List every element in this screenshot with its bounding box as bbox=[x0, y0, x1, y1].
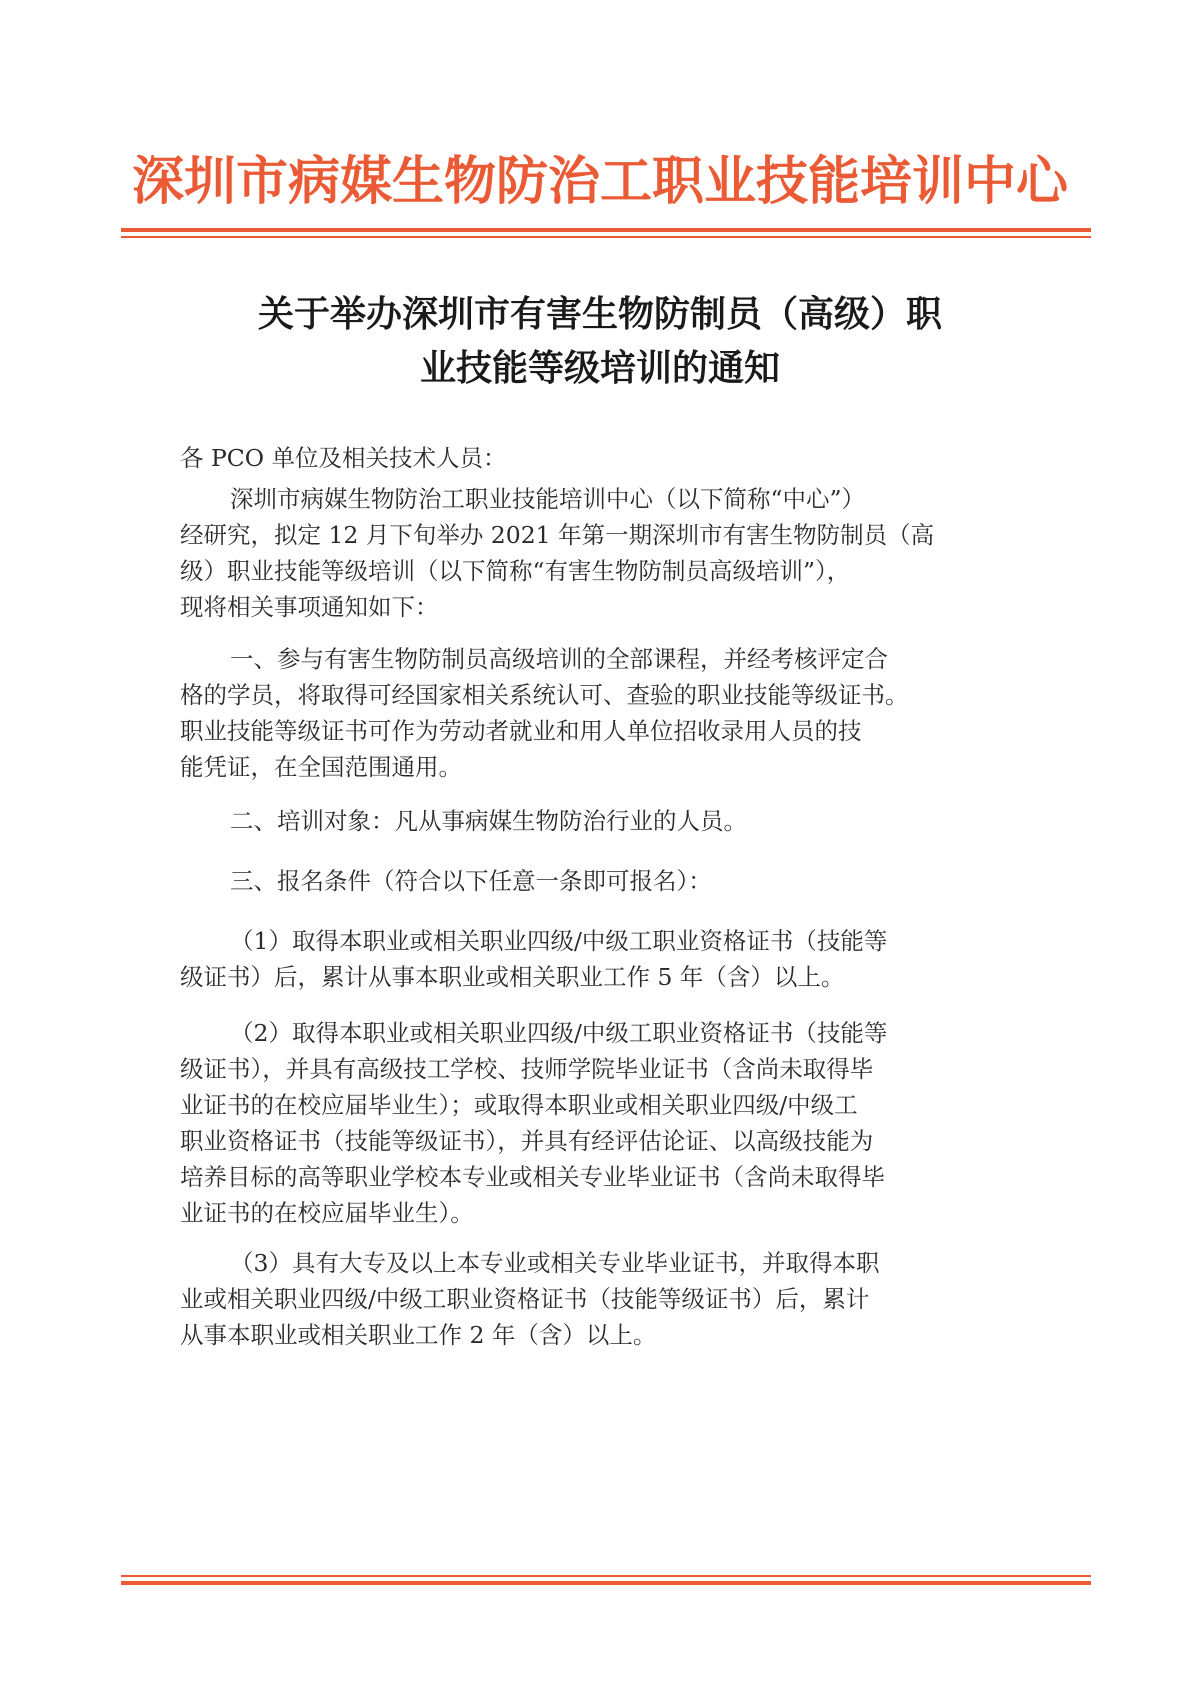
paragraph-line: 业或相关职业四级/中级工职业资格证书（技能等级证书）后，累计 bbox=[180, 1285, 870, 1313]
paragraph-item-1 bbox=[180, 641, 1020, 785]
paragraph-line: 现将相关事项通知如下： bbox=[180, 593, 439, 621]
paragraph-line: 三、报名条件（符合以下任意一条即可报名）： bbox=[230, 867, 712, 895]
paragraph-line: （1）取得本职业或相关职业四级/中级工职业资格证书（技能等 bbox=[230, 927, 888, 955]
paragraph-line: 职业技能等级证书可作为劳动者就业和用人单位招收录用人员的技 bbox=[180, 717, 862, 745]
paragraph-line: 深圳市病媒生物防治工职业技能培训中心（以下简称“中心”） bbox=[230, 485, 866, 513]
paragraph-line: 二、培训对象：凡从事病媒生物防治行业的人员。 bbox=[230, 807, 747, 835]
paragraph-line: 培养目标的高等职业学校本专业或相关专业毕业证书（含尚未取得毕 bbox=[180, 1163, 885, 1191]
paragraph-line: 从事本职业或相关职业工作 2 年（含）以上。 bbox=[180, 1321, 657, 1349]
paragraph-item-2 bbox=[180, 803, 1020, 839]
paragraph-line: （2）取得本职业或相关职业四级/中级工职业资格证书（技能等 bbox=[230, 1019, 888, 1047]
paragraph-line: 业证书的在校应届毕业生）；或取得本职业或相关职业四级/中级工 bbox=[180, 1091, 858, 1119]
salutation: 各 PCO 单位及相关技术人员： bbox=[180, 444, 507, 472]
footer-rule-thin bbox=[121, 1575, 1091, 1577]
document-title-line-2: 业技能等级培训的通知 bbox=[419, 348, 780, 389]
paragraph-line: 一、参与有害生物防制员高级培训的全部课程，并经考核评定合 bbox=[230, 645, 888, 673]
paragraph-line: 级）职业技能等级培训（以下简称“有害生物防制员高级培训”）， bbox=[180, 557, 851, 585]
paragraph-line: （3）具有大专及以上本专业或相关专业毕业证书，并取得本职 bbox=[230, 1249, 880, 1277]
paragraph-line: 经研究，拟定 12 月下旬举办 2021 年第一期深圳市有害生物防制员（高 bbox=[180, 521, 935, 549]
paragraph-line: 职业资格证书（技能等级证书），并具有经评估论证、以高级技能为 bbox=[180, 1127, 874, 1155]
footer-rule-thick bbox=[121, 1581, 1091, 1585]
paragraph-condition-1 bbox=[180, 923, 1020, 995]
paragraph-condition-3 bbox=[180, 1245, 1020, 1353]
letterhead-org-name: 深圳市病媒生物防治工职业技能培训中心 bbox=[131, 151, 1068, 212]
paragraph-intro bbox=[180, 481, 1020, 625]
letterhead-rule-thick bbox=[121, 228, 1091, 232]
paragraph-line: 格的学员，将取得可经国家相关系统认可、查验的职业技能等级证书。 bbox=[180, 681, 909, 709]
paragraph-line: 业证书的在校应届毕业生）。 bbox=[180, 1199, 474, 1227]
paragraph-line: 能凭证，在全国范围通用。 bbox=[180, 753, 462, 781]
letterhead-rule-thin bbox=[121, 236, 1091, 238]
paragraph-line: 级证书），并具有高级技工学校、技师学院毕业证书（含尚未取得毕 bbox=[180, 1055, 874, 1083]
paragraph-condition-2 bbox=[180, 1015, 1020, 1231]
paragraph-item-3 bbox=[180, 863, 1020, 899]
paragraph-line: 级证书）后，累计从事本职业或相关职业工作 5 年（含）以上。 bbox=[180, 963, 845, 991]
document-title bbox=[150, 288, 1050, 396]
document-title-line-1: 关于举办深圳市有害生物防制员（高级）职 bbox=[257, 294, 942, 335]
